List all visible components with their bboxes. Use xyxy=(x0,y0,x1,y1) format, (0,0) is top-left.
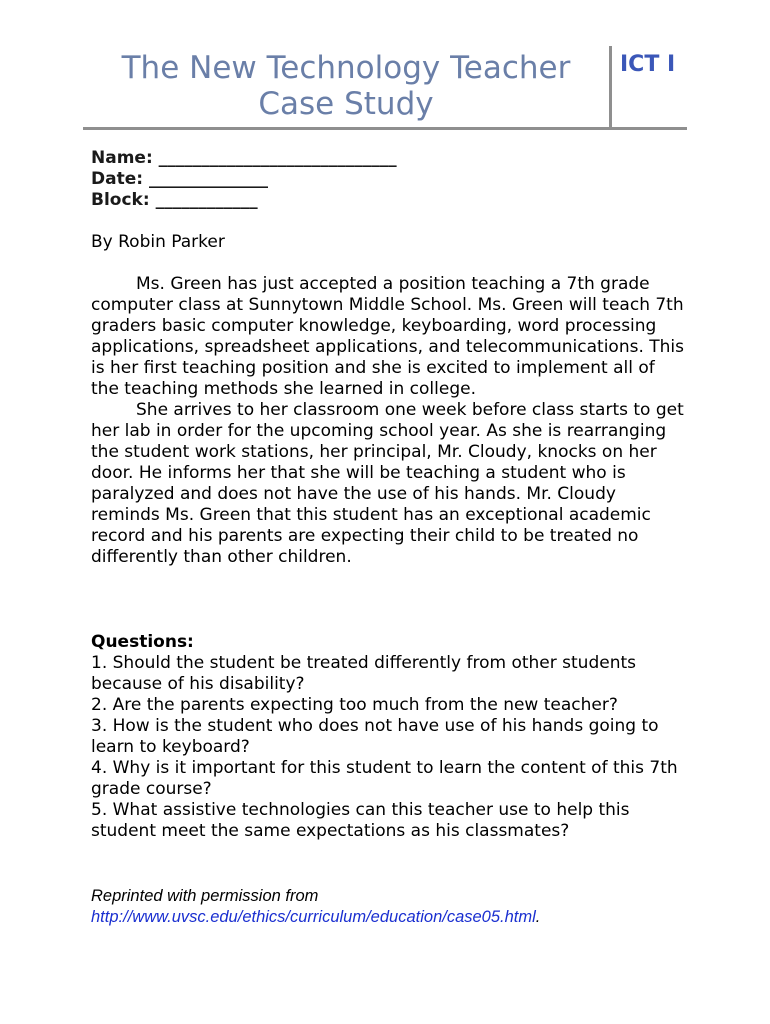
question-item: 3. How is the student who does not have use of his hands going to learn to keyboard? xyxy=(91,716,659,757)
questions-section xyxy=(91,632,686,842)
block-field: Block: ____________ xyxy=(91,190,258,210)
question-item: 5. What assistive technologies can this teacher use to help this student meet the same expectations as his classmates? xyxy=(91,800,630,841)
author-byline: By Robin Parker xyxy=(91,232,225,252)
student-info-fields xyxy=(91,148,397,211)
reprint-trailing: . xyxy=(535,908,541,926)
case-study-body xyxy=(91,274,686,568)
questions-heading: Questions: xyxy=(91,632,194,652)
reprint-notice xyxy=(91,886,540,928)
paragraph-1: Ms. Green has just accepted a position teaching a 7th grade computer class at Sunnytown Middle School. Ms. Green will teach 7th graders basic computer knowledge, keyboarding, word processing applications, spreadsheet applications, and telecommunications. This is her first teaching position and she is excited to implement all of the teaching methods she learned in college. xyxy=(91,274,684,399)
question-item: 4. Why is it important for this student to learn the content of this 7th grade course? xyxy=(91,758,678,799)
question-item: 1. Should the student be treated differently from other students because of his disability? xyxy=(91,653,636,694)
title-line-1: The New Technology Teacher xyxy=(121,50,571,86)
question-item: 2. Are the parents expecting too much from the new teacher? xyxy=(91,695,618,715)
page-title xyxy=(84,50,608,122)
paragraph-2: She arrives to her classroom one week before class starts to get her lab in order for the upcoming school year. As she is rearranging the student work stations, her principal, Mr. Cloudy, knocks on her door. He informs her that she will be teaching a student who is paralyzed and does not have the use of his hands. Mr. Cloudy reminds Ms. Green that this student has an exceptional academic record and his parents are expecting their child to be treated no differently than other children. xyxy=(91,400,684,567)
header-vertical-divider xyxy=(609,46,612,130)
name-field: Name: ____________________________ xyxy=(91,148,397,168)
header-horizontal-divider xyxy=(83,127,687,130)
reprint-text: Reprinted with permission from xyxy=(91,887,319,905)
course-label: ICT I xyxy=(620,52,676,77)
source-link[interactable]: http://www.uvsc.edu/ethics/curriculum/education/case05.html xyxy=(91,908,536,926)
date-field: Date: ______________ xyxy=(91,169,268,189)
title-line-2: Case Study xyxy=(258,86,434,122)
